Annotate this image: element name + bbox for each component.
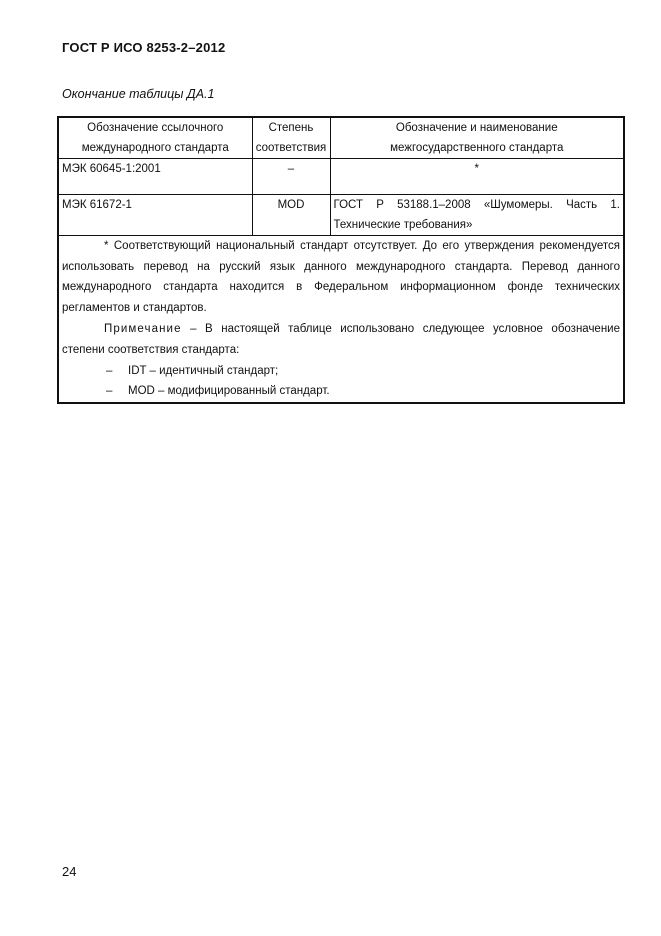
table-row [58, 159, 624, 195]
list-item-text: IDT – идентичный стандарт; [128, 364, 279, 377]
cell-national: ГОСТ Р 53188.1–2008 «Шумомеры. Часть 1. Технические требования» [330, 195, 624, 236]
cell-degree: MOD [252, 195, 330, 236]
column-header-line: Степень [268, 122, 314, 134]
column-header-line: Обозначение ссылочного [87, 122, 224, 134]
footnote-text: * Соответствующий национальный стандарт отсутствует. До его утверждения рекомендуется использовать перевод на русский язык данного международного стандарта. Перевод данного международного стандарта находится в Федеральном информационном фонде технических регламентов и стандартов. [62, 240, 620, 314]
list-dash: – [106, 364, 113, 377]
note-list-item [62, 381, 620, 402]
page-number: 24 [62, 864, 77, 879]
cell-reference: МЭК 61672-1 [58, 195, 252, 236]
column-header-degree [252, 117, 330, 159]
list-item-text: MOD – модифицированный стандарт. [128, 385, 330, 398]
table-caption: Окончание таблицы ДА.1 [62, 87, 215, 101]
table-row [58, 195, 624, 236]
table-header-row [58, 117, 624, 159]
list-dash: – [106, 385, 113, 398]
table-footnote-row [58, 236, 624, 403]
cell-reference: МЭК 60645-1:2001 [58, 159, 252, 195]
column-header-reference [58, 117, 252, 159]
footnote-cell [58, 236, 624, 403]
column-header-line: международного стандарта [81, 142, 229, 154]
cell-national: * [330, 159, 624, 195]
column-header-national [330, 117, 624, 159]
column-header-line: Обозначение и наименование [395, 122, 558, 134]
cell-degree: – [252, 159, 330, 195]
column-header-line: межгосударственного стандарта [390, 142, 564, 154]
note-list-item [62, 361, 620, 382]
note-label: Примечание [104, 323, 182, 336]
column-header-line: соответствия [255, 142, 327, 154]
reference-table [57, 116, 625, 404]
note-text: – В настоящей таблице использовано следующее условное обозначение степени соответствия стандарта: [62, 323, 620, 356]
note-paragraph [62, 319, 620, 360]
document-header: ГОСТ Р ИСО 8253-2–2012 [62, 40, 226, 55]
